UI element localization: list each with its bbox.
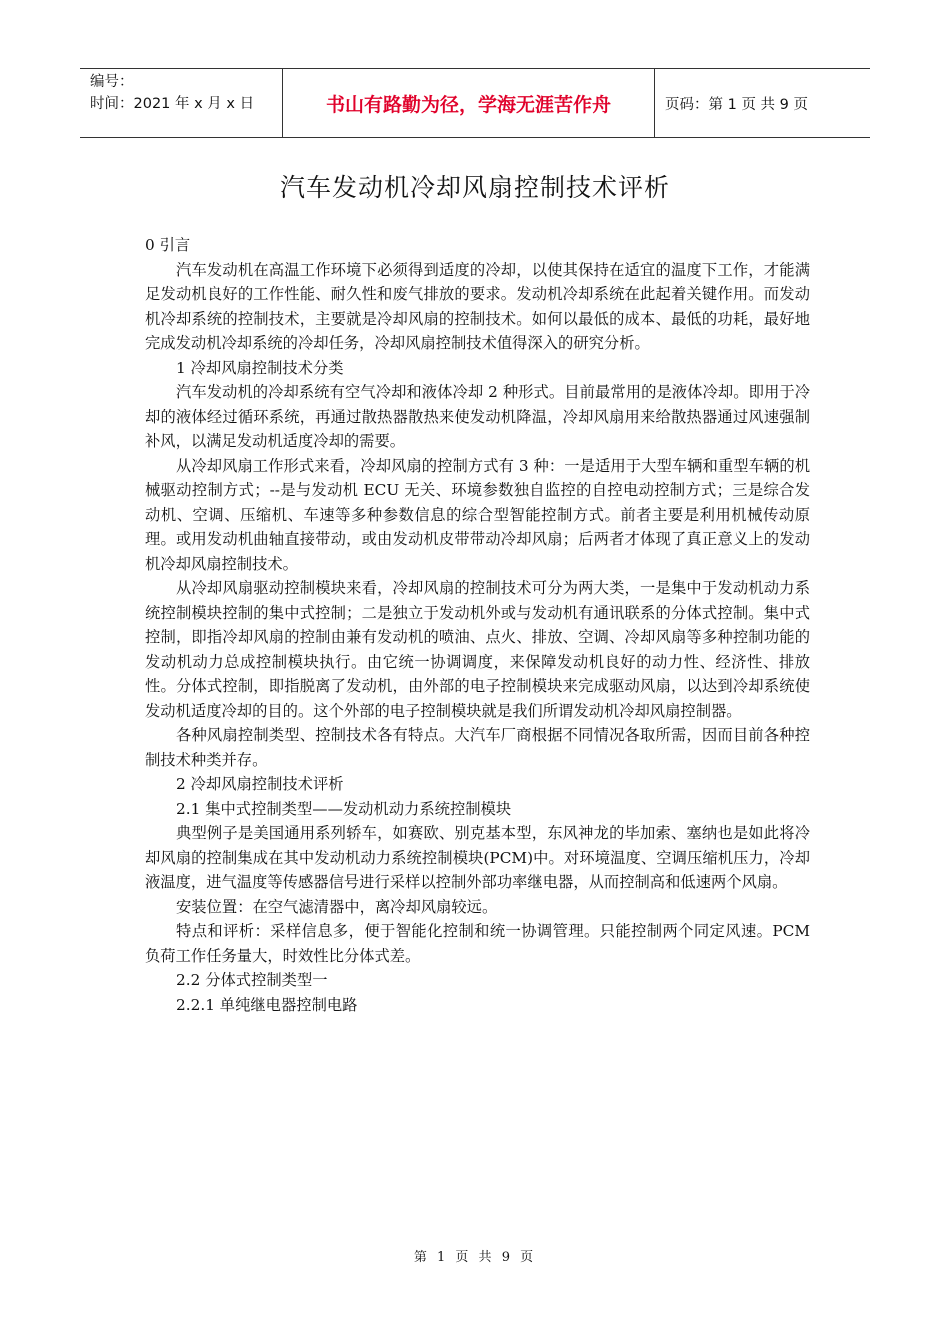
document-header (80, 68, 870, 138)
section-heading: 1 冷却风扇控制技术分类 (176, 358, 344, 377)
page-footer: 第 1 页 共 9 页 (413, 1250, 537, 1265)
header-page-info: 页码：第 1 页 共 9 页 (665, 96, 808, 113)
paragraph: 特点和评析：采样信息多，便于智能化控制和统一协调管理。只能控制两个同定风速。PCM 负荷工作任务量大，时效性比分体式差。 (145, 922, 810, 965)
paragraph: 从冷却风扇驱动控制模块来看，冷却风扇的控制技术可分为两大类，一是集中于发动机动力系统控制模块控制的集中式控制；二是独立于发动机外或与发动机有通讯联系的分体式控制。集中式控制，即指冷却风扇的控制由兼有发动机的喷油、点火、排放、空调、冷却风扇等多种控制功能的发动机动力总成控制模块执行。由它统一协调调度，来保障发动机良好的动力性、经济性、排放性。分体式控制，即指脱离了发动机，由外部的电子控制模块来完成驱动风扇，以达到冷却系统使发动机适度冷却的目的。这个外部的电子控制模块就是我们所谓发动机冷却风扇控制器。 (145, 579, 810, 720)
subsection-heading: 2.2 分体式控制类型一 (176, 971, 328, 989)
document-date: 时间：2021 年 x 月 x 日 (90, 96, 255, 112)
paragraph: 各种风扇控制类型、控制技术各有特点。大汽车厂商根据不同情况各取所需，因而目前各种控制技术种类并存。 (145, 726, 810, 769)
document-title: 汽车发动机冷却风扇控制技术评析 (279, 173, 670, 202)
section-heading-intro: 0 引言 (145, 236, 191, 254)
document-body (145, 233, 810, 1017)
paragraph: 汽车发动机在高温工作环境下必须得到适度的冷却，以使其保持在适宜的温度下工作，才能满足发动机良好的工作性能、耐久性和废气排放的要求。发动机冷却系统在此起着关键作用。而发动机冷却系统的控制技术，主要就是冷却风扇的控制技术。如何以最低的成本、最低的功耗，最好地完成发动机冷却系统的冷却任务，冷却风扇控制技术值得深入的研究分析。 (145, 260, 810, 352)
paragraph: 安装位置：在空气滤清器中，离冷却风扇较远。 (176, 897, 498, 916)
header-meta (80, 69, 282, 137)
subsection-heading: 2.1 集中式控制类型——发动机动力系统控制模块 (176, 799, 512, 818)
document-number-label: 编号： (90, 74, 134, 90)
subsection-heading: 2.2.1 单纯继电器控制电路 (176, 995, 358, 1014)
paragraph: 从冷却风扇工作形式来看，冷却风扇的控制方式有 3 种：一是适用于大型车辆和重型车辆的机械驱动控制方式；--是与发动机 ECU 无关、环境参数独自监控的自控电动控制方式；三是综合发动机、空调、压缩机、车速等多种参数信息的综合型智能控制方式。前者主要是利用机械传动原理。或用发动机曲轴直接带动，或由发动机皮带带动冷却风扇；后两者才体现了真正意义上的发动机冷却风扇控制技术。 (145, 456, 810, 573)
paragraph: 典型例子是美国通用系列轿车，如赛欧、别克基本型，东风神龙的毕加索、塞纳也是如此将冷却风扇的控制集成在其中发动机动力系统控制模块(PCM)中。对环境温度、空调压缩机压力，冷却液温度，进气温度等传感器信号进行采样以控制外部功率继电器，从而控制高和低速两个风扇。 (145, 824, 810, 891)
paragraph: 汽车发动机的冷却系统有空气冷却和液体冷却 2 种形式。目前最常用的是液体冷却。即用于冷却的液体经过循环系统，再通过散热器散热来使发动机降温，冷却风扇用来给散热器通过风速强制补风，以满足发动机适度冷却的需要。 (145, 383, 810, 450)
section-heading: 2 冷却风扇控制技术评析 (176, 775, 344, 793)
header-motto: 书山有路勤为径，学海无涯苦作舟 (282, 69, 655, 137)
